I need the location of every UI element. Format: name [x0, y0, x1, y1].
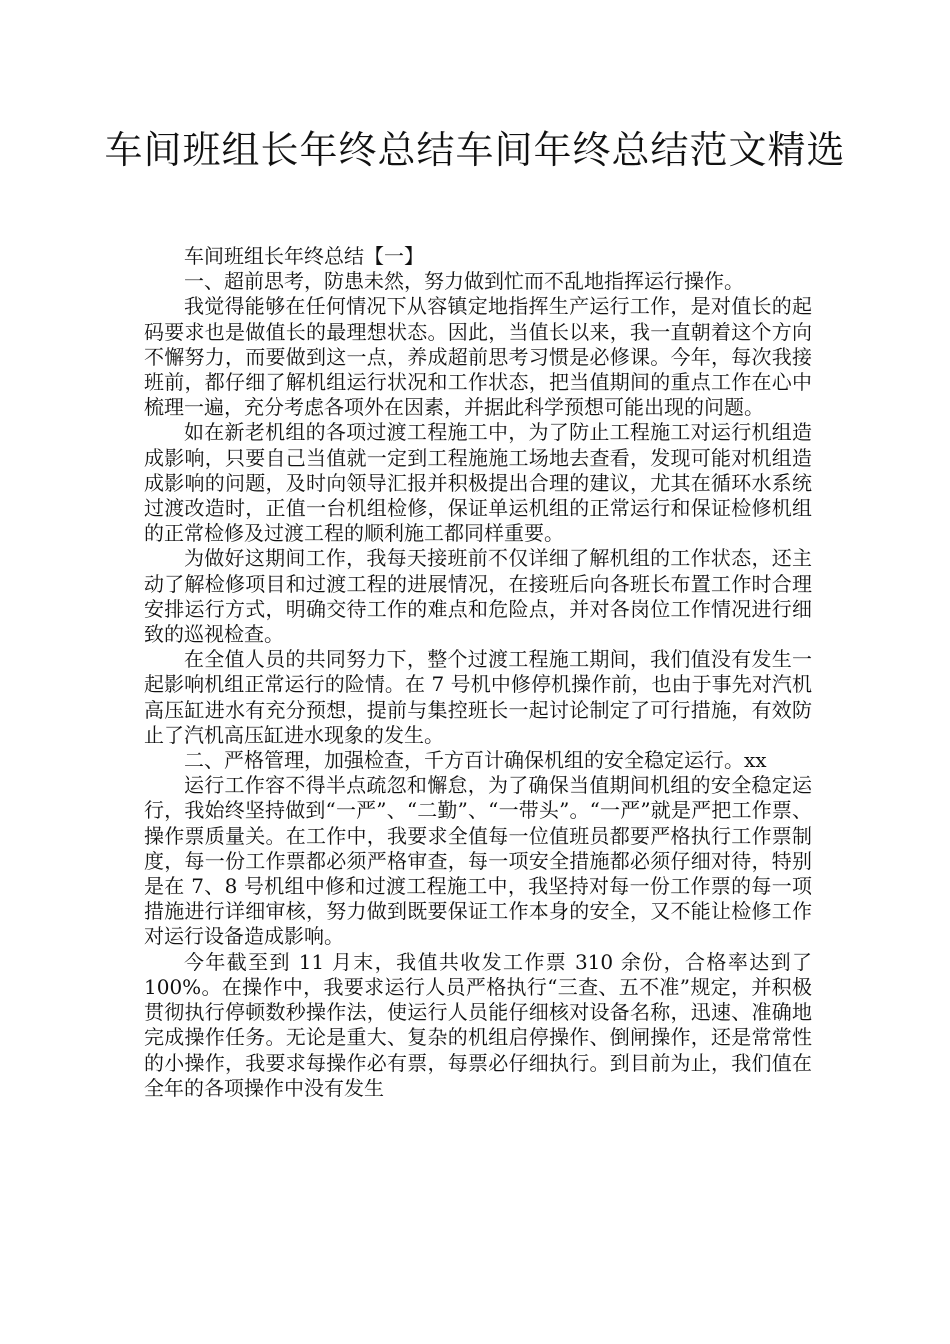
section-heading: 车间班组长年终总结【一】	[184, 244, 424, 268]
body-paragraph: 我觉得能够在任何情况下从容镇定地指挥生产运行工作，是对值长的起码要求也是做值长的最理想状态。因此，当值长以来，我一直朝着这个方向不懈努力，而要做到这一点，养成超前思考习惯是必修课。今年，每次我接班前，都仔细了解机组运行状况和工作状态，把当值期间的重点工作在心中梳理一遍，充分考虑各项外在因素，并据此科学预想可能出现的问题。	[144, 294, 812, 420]
body-paragraph: 如在新老机组的各项过渡工程施工中，为了防止工程施工对运行机组造成影响，只要自己当值就一定到工程施施工场地去查看，发现可能对机组造成影响的问题，及时向领导汇报并积极提出合理的建议，尤其在循环水系统过渡改造时，正值一台机组检修，保证单运机组的正常运行和保证检修机组的正常检修及过渡工程的顺利施工都同样重要。	[144, 420, 812, 546]
document-body	[144, 244, 812, 1101]
section-heading: 二、严格管理，加强检查，千方百计确保机组的安全稳定运行。xx	[184, 748, 767, 773]
body-paragraph: 今年截至到 11 月末，我值共收发工作票 310 余份，合格率达到了 100%。在操作中，我要求运行人员严格执行“三查、五不准”规定，并积极贯彻执行停顿数秒操作法，使运行人员能仔细核对设备名称，迅速、准确地完成操作任务。无论是重大、复杂的机组启停操作、倒闸操作，还是常常性的小操作，我要求每操作必有票，每票必仔细执行。到目前为止，我们值在全年的各项操作中没有发生	[144, 949, 812, 1100]
body-paragraph: 在全值人员的共同努力下，整个过渡工程施工期间，我们值没有发生一起影响机组正常运行的险情。在 7 号机中修停机操作前，也由于事先对汽机高压缸进水有充分预想，提前与集控班长一起讨论制定了可行措施，有效防止了汽机高压缸进水现象的发生。	[144, 647, 812, 747]
section-heading: 一、超前思考，防患未然，努力做到忙而不乱地指挥运行操作。	[184, 269, 744, 294]
body-paragraph: 运行工作容不得半点疏忽和懈怠，为了确保当值期间机组的安全稳定运行，我始终坚持做到“一严”、“二勤”、“一带头”。“一严”就是严把工作票、操作票质量关。在工作中，我要求全值每一位值班员都要严格执行工作票制度，每一份工作票都必须严格审查，每一项安全措施都必须仔细对待，特别是在 7、8 号机组中修和过渡工程施工中，我坚持对每一份工作票的每一项措施进行详细审核，努力做到既要保证工作本身的安全，又不能让检修工作对运行设备造成影响。	[144, 773, 812, 949]
body-paragraph: 为做好这期间工作，我每天接班前不仅详细了解机组的工作状态，还主动了解检修项目和过渡工程的进展情况，在接班后向各班长布置工作时合理安排运行方式，明确交待工作的难点和危险点，并对各岗位工作情况进行细致的巡视检查。	[144, 546, 812, 647]
document-title: 车间班组长年终总结车间年终总结范文精选	[104, 128, 846, 172]
